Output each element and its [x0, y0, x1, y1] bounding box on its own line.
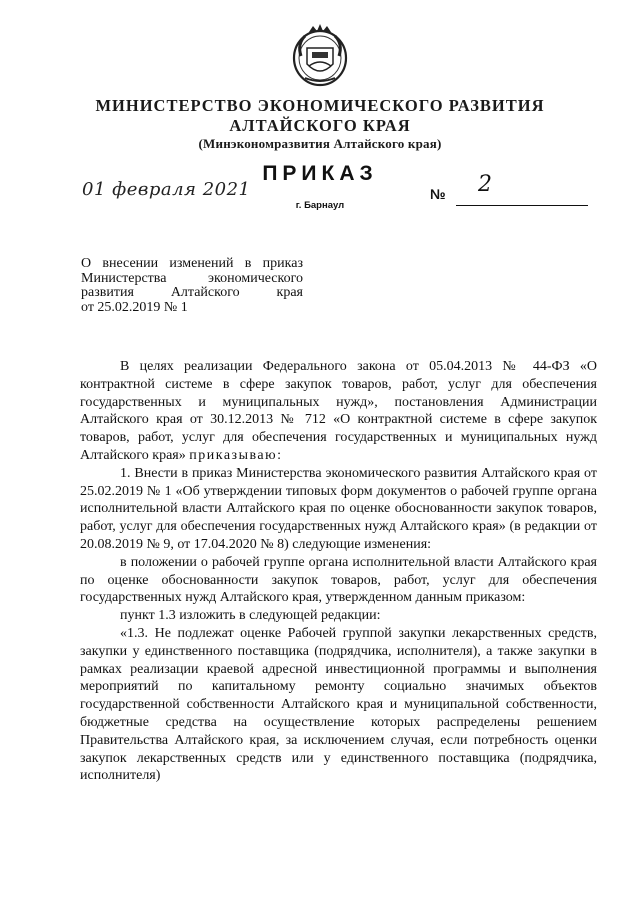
- city-label: г. Барнаул: [295, 200, 345, 211]
- preamble-paragraph: [80, 358, 597, 465]
- order-verb: приказываю:: [189, 447, 283, 463]
- subject-line: развития Алтайского края: [81, 285, 303, 300]
- order-subject: [81, 257, 303, 315]
- preamble-text: В целях реализации Федерального закона от 05.04.2013 № 44-ФЗ «О контрактной системе в сфере закупок товаров, работ, услуг для обеспечения государственных и муниципальных нужд», постановления Администрации Алтайского края от 30.12.2013 № 712 «О контрактной системе в сфере закупок товаров, работ, услуг для обеспечения государственных и муниципальных нужд Алтайского края»: [80, 359, 597, 463]
- paragraph-point-1-3: «1.3. Не подлежат оценке Рабочей группой закупки лекарственных средств, закупки у единственного поставщика (подрядчика, исполнителя), а также закупки в рамках реализации краевой адресной инвестиционной программы и выполнения мероприятий по капитальному ремонту социально значимых объектов государственной собственности Алтайского края и муниципальной собственности, бюджетные средства на осуществление которых распределены решением Правительства Алтайского края, за исключением случая, если потребность оценки закупок лекарственных средств или у единственного поставщика (подрядчика, исполнителя): [80, 625, 597, 784]
- paragraph-item-1: 1. Внести в приказ Министерства экономического развития Алтайского края от 25.02.2019 № 1 «Об утверждении типовых форм документов о рабочей группе органа исполнительной власти Алтайского края по оценке обоснованности закупок товаров, работ, услуг для обеспечения государственных нужд Алтайского края» (в редакции от 20.08.2019 № 9, от 17.04.2020 № 8) следующие изменения:: [80, 465, 597, 552]
- paragraph-regulation: в положении о рабочей группе органа исполнительной власти Алтайского края по оценке обоснованности закупок товаров, работ, услуг для обеспечения государственных нужд Алтайского края, утвержденном данным приказом:: [80, 554, 597, 606]
- coat-of-arms-emblem: [287, 22, 353, 90]
- subject-line: от 25.02.2019 № 1: [81, 299, 188, 315]
- paragraph-point-intro: пункт 1.3 изложить в следующей редакции:: [120, 608, 381, 624]
- ministry-name-line1: МИНИСТЕРСТВО ЭКОНОМИЧЕСКОГО РАЗВИТИЯ: [95, 96, 545, 115]
- subject-line: Министерства экономического: [81, 270, 303, 286]
- ministry-short-name: (Минэкономразвития Алтайского края): [198, 136, 442, 151]
- handwritten-date: 01 февраля 2021: [82, 179, 251, 200]
- number-label: №: [430, 186, 446, 202]
- ministry-name-line2: АЛТАЙСКОГО КРАЯ: [229, 116, 411, 135]
- subject-line: О внесении изменений в приказ: [81, 256, 303, 271]
- document-type-title: ПРИКАЗ: [262, 162, 378, 185]
- order-body: [80, 358, 597, 785]
- handwritten-number: 2: [478, 172, 492, 197]
